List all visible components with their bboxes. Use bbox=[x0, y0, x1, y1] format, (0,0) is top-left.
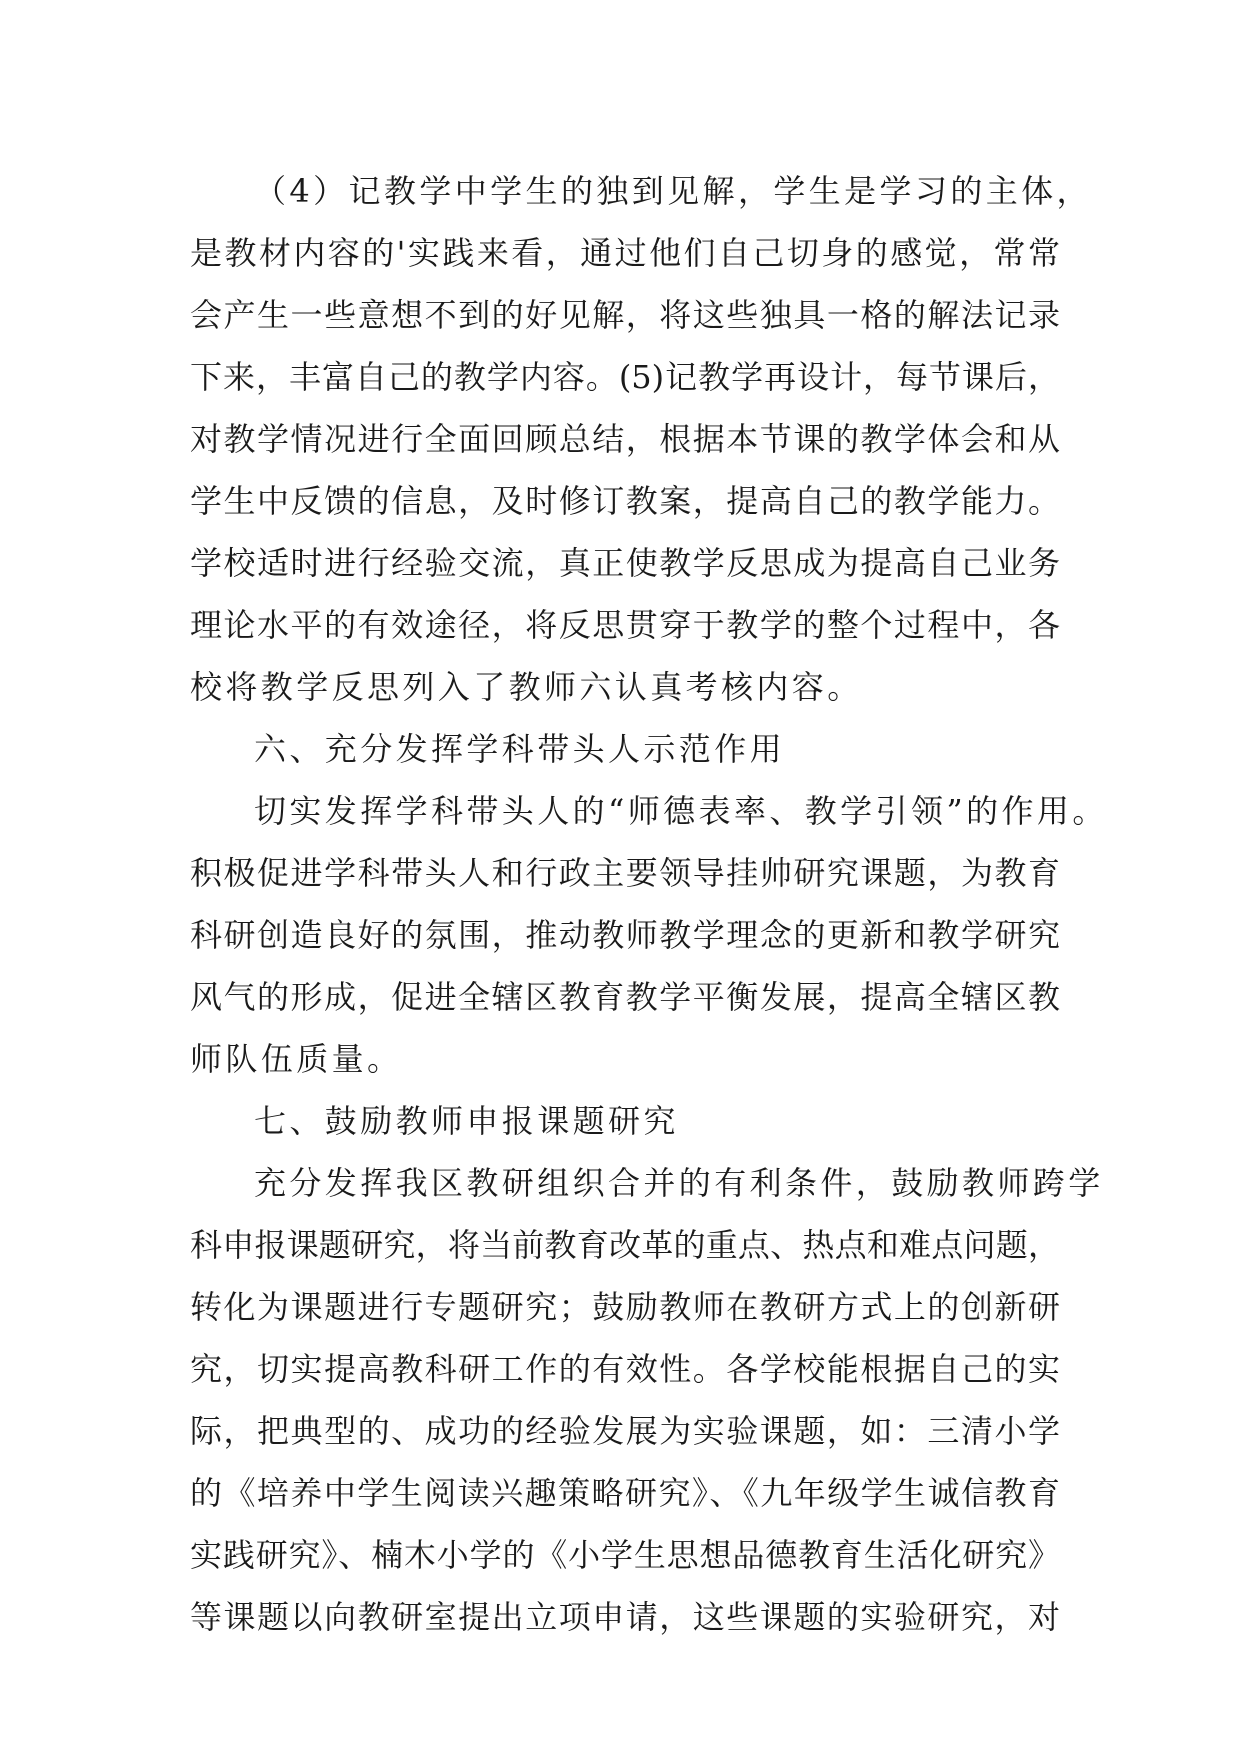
paragraph-line: 际，把典型的、成功的经验发展为实验课题，如：三清小学 bbox=[190, 1412, 1060, 1450]
paragraph-line: （4）记教学中学生的独到见解，学生是学习的主体， bbox=[254, 172, 1092, 210]
paragraph-line: 会产生一些意想不到的好见解，将这些独具一格的解法记录 bbox=[190, 296, 1060, 334]
paragraph-line: 校将教学反思列入了教师六认真考核内容。 bbox=[190, 668, 863, 706]
paragraph-line: 实践研究》、楠木小学的《小学生思想品德教育生活化研究》 bbox=[190, 1536, 1060, 1574]
paragraph-line: 下来，丰富自己的教学内容。(5)记教学再设计，每节课后， bbox=[190, 358, 1060, 396]
paragraph-line: 风气的形成，促进全辖区教育教学平衡发展，提高全辖区教 bbox=[190, 978, 1060, 1016]
paragraph-line: 学校适时进行经验交流，真正使教学反思成为提高自己业务 bbox=[190, 544, 1060, 582]
paragraph-line: 对教学情况进行全面回顾总结，根据本节课的教学体会和从 bbox=[190, 420, 1060, 458]
paragraph-line: 师队伍质量。 bbox=[190, 1040, 403, 1078]
paragraph-line: 积极促进学科带头人和行政主要领导挂帅研究课题，为教育 bbox=[190, 854, 1060, 892]
paragraph-line: 切实发挥学科带头人的“师德表率、教学引领”的作用。 bbox=[254, 792, 1108, 830]
paragraph-line: 究，切实提高教科研工作的有效性。各学校能根据自己的实 bbox=[190, 1350, 1060, 1388]
paragraph-line: 是教材内容的'实践来看，通过他们自己切身的感觉，常常 bbox=[190, 234, 1060, 272]
paragraph-line: 理论水平的有效途径，将反思贯穿于教学的整个过程中，各 bbox=[190, 606, 1060, 644]
section-heading: 六、充分发挥学科带头人示范作用 bbox=[254, 730, 786, 768]
paragraph-line: 转化为课题进行专题研究；鼓励教师在教研方式上的创新研 bbox=[190, 1288, 1060, 1326]
paragraph-line: 等课题以向教研室提出立项申请，这些课题的实验研究，对 bbox=[190, 1598, 1060, 1636]
paragraph-line: 科研创造良好的氛围，推动教师教学理念的更新和教学研究 bbox=[190, 916, 1060, 954]
document-body bbox=[190, 160, 1108, 1648]
paragraph-line: 的《培养中学生阅读兴趣策略研究》、《九年级学生诚信教育 bbox=[190, 1474, 1060, 1512]
paragraph-line: 学生中反馈的信息，及时修订教案，提高自己的教学能力。 bbox=[190, 482, 1060, 520]
paragraph-line: 科申报课题研究，将当前教育改革的重点、热点和难点问题， bbox=[190, 1226, 1060, 1264]
paragraph-line: 充分发挥我区教研组织合并的有利条件，鼓励教师跨学 bbox=[254, 1164, 1104, 1202]
section-heading: 七、鼓励教师申报课题研究 bbox=[254, 1102, 679, 1140]
